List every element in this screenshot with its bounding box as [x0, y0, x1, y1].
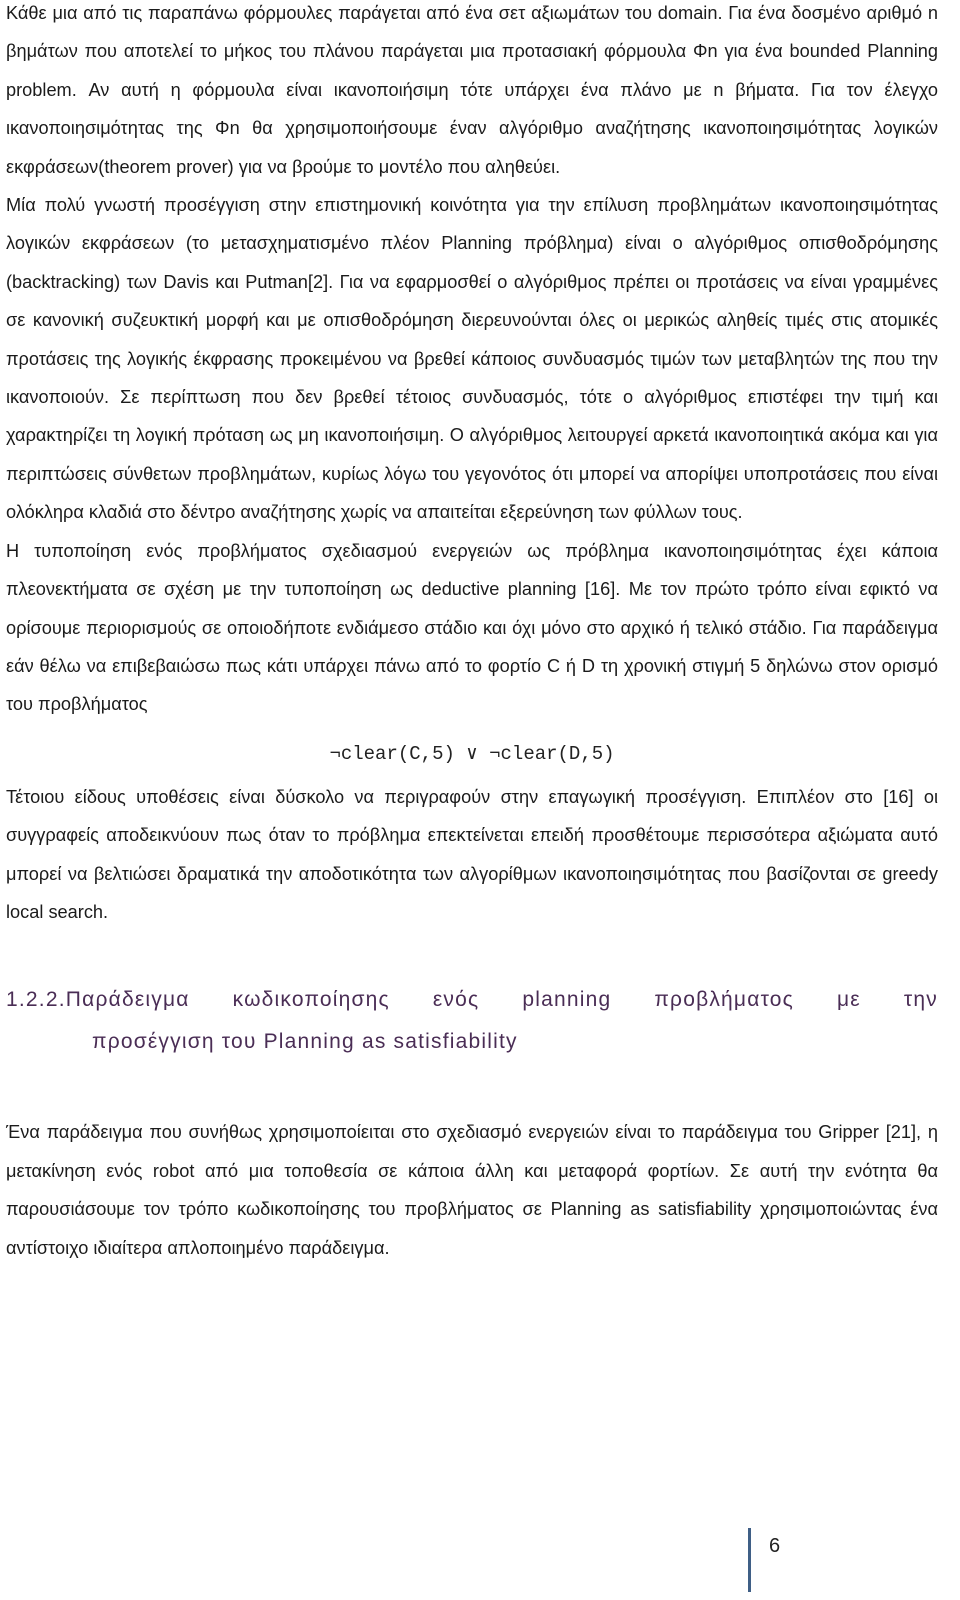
document-page: [6, 0, 938, 1267]
paragraph-3: Η τυποποίηση ενός προβλήματος σχεδιασμού ενεργειών ως πρόβλημα ικανοποιησιμότητας έχει κάποια πλεονεκτήματα σε σχέση με την τυποποίηση ως deductive planning [16]. Με τον πρώτο τρόπο είναι εφικτό να ορίσουμε περιορισμούς σε οποιοδήποτε ενδιάμεσο στάδιο και όχι μόνο στο αρχικό ή τελικό στάδιο. Για παράδειγμα εάν θέλω να επιβεβαιώσω πως κάτι υπάρχει πάνω από το φορτίο C ή D τη χρονική στιγμή 5 δηλώνω στον ορισμό του προβλήματος: [6, 540, 938, 715]
section-heading-number-and-first-word: [6, 979, 190, 1021]
paragraph-1: Κάθε μια από τις παραπάνω φόρμουλες παράγεται από ένα σετ αξιωμάτων του domain. Για ένα δοσμένο αριθμό n βημάτων που αποτελεί το μήκος του πλάνου παράγεται μια προτασιακή φόρμουλα Φn για ένα bounded Planning problem. Αν αυτή η φόρμουλα είναι ικανοποιήσιμη τότε υπάρχει ένα πλάνο με n βήματα. Για τον έλεγχο ικανοποιησιμότητας της Φn θα χρησιμοποιήσουμε έναν αλγόριθμο αναζήτησης ικανοποιησιμότητας λογικών εκφράσεων(theorem prover) για να βρούμε το μοντέλο που αληθεύει.: [6, 3, 938, 177]
heading-word: ενός: [432, 988, 480, 1012]
heading-word: προβλήματος: [654, 988, 794, 1012]
page-number: 6: [748, 1528, 780, 1592]
paragraph-2: Μία πολύ γνωστή προσέγγιση στην επιστημονική κοινότητα για την επίλυση προβλημάτων ικανοποιησιμότητας λογικών εκφράσεων (το μετασχηματισμένο πλέον Planning πρόβλημα) είναι ο αλγόριθμος οπισθοδρόμησης (backtracking) των Davis και Putman[2]. Για να εφαρμοσθεί ο αλγόριθμος πρέπει οι προτάσεις να είναι γραμμένες σε κανονική συζευκτική μορφή και με οπισθοδρόμηση διερευνούνται όλες οι μερικώς αληθείς τιμές στις ατομικές προτάσεις της λογικής έκφρασης προκειμένου να βρεθεί κάποιος συνδυασμός τιμών των μεταβλητών της που την ικανοποιούν. Σε περίπτωση που δεν βρεθεί τέτοιος συνδυασμός, τότε ο αλγόριθμος επιστέφει την τιμή και χαρακτηρίζει τη λογική πρόταση ως μη ικανοποιήσιμη. Ο αλγόριθμος λειτουργεί αρκετά ικανοποιητικά ακόμα και για περιπτώσεις σύνθετων προβλημάτων, κυρίως λόγω του γεγονότος ότι μπορεί να απορίψει υποπροτάσεις που είναι ολόκληρα κλαδιά στο δέντρο αναζήτησης χωρίς να απαιτείται εξερεύνηση των φύλλων τους.: [6, 195, 938, 523]
heading-word: Παράδειγμα: [65, 988, 190, 1012]
heading-word: την: [903, 988, 938, 1012]
section-number: 1.2.2.: [6, 988, 66, 1012]
spacer: [6, 1063, 938, 1113]
paragraph-4: Τέτοιου είδους υποθέσεις είναι δύσκολο να περιγραφούν στην επαγωγική προσέγγιση. Επιπλέον στο [16] οι συγγραφείς αποδεικνύουν πως όταν το πρόβλημα επεκτείνεται επειδή προσθέτουμε περισσότερα αξιώματα αυτό μπορεί να βελτιώσει δραματικά την αποδοτικότητα των αλγορίθμων ικανοποιησιμότητας που βασίζονται σε greedy local search.: [6, 786, 938, 922]
logic-formula: ¬clear(C,5) ∨ ¬clear(D,5): [329, 742, 615, 765]
heading-word: planning: [522, 988, 612, 1012]
heading-word: με: [837, 988, 861, 1012]
heading-word: κωδικοποίησης: [232, 988, 390, 1012]
section-heading-line-1: [6, 979, 938, 1021]
section-heading: [6, 979, 938, 1063]
paragraph-5: Ένα παράδειγμα που συνήθως χρησιμοποίειται στο σχεδιασμό ενεργειών είναι το παράδειγμα του Gripper [21], η μετακίνηση ενός robot από μια τοποθεσία σε κάποια άλλη και μεταφορά φορτίων. Σε αυτή την ενότητα θα παρουσιάσουμε τον τρόπο κωδικοποίησης του προβλήματος σε Planning as satisfiability χρησιμοποιώντας ένα αντίστοιχο ιδιαίτερα απλοποιημένο παράδειγμα.: [6, 1122, 938, 1258]
section-heading-line-2: προσέγγιση του Planning as satisfiability: [92, 1030, 518, 1054]
